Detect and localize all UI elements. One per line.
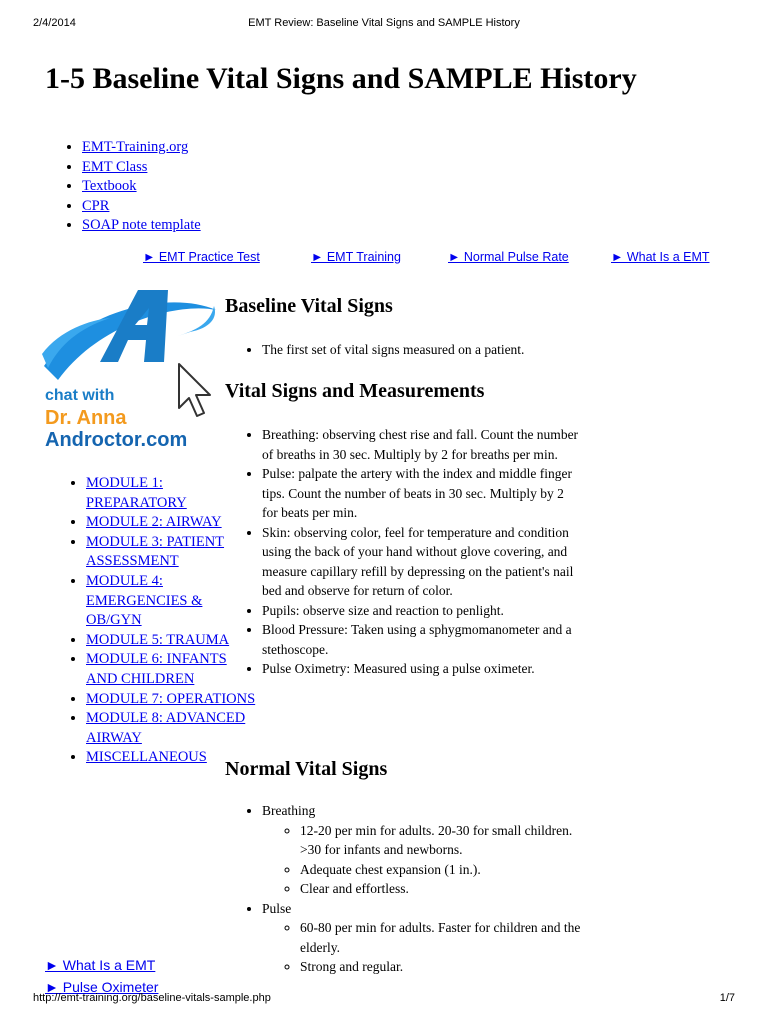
pulse-label: Pulse: [262, 900, 292, 916]
ad-link-bar: [0, 250, 768, 268]
list-item: • Pulse Oximetry: Measured using a pulse oximeter.: [262, 659, 582, 679]
chat-with-label: chat with: [45, 387, 115, 404]
pulse-sublist: [262, 918, 582, 977]
list-item: [82, 158, 201, 178]
module-8-link[interactable]: MODULE 8: ADVANCED AIRWAY: [86, 710, 246, 746]
normal-vitals-list: [225, 801, 582, 977]
list-item: ◦ Strong and regular.: [300, 957, 582, 977]
list-item: • Skin: observing color, feel for temperature and condition using the back of your hand without glove covering, and measure capillary refill by depressing on the patient's nail bed and observe for return of color.: [262, 523, 582, 601]
list-item: [82, 197, 201, 217]
dr-anna-label: Dr. Anna: [45, 407, 127, 429]
module-1-link[interactable]: MODULE 1: PREPARATORY: [86, 475, 187, 511]
sidebar-link-what-is-a-emt[interactable]: ► What Is a EMT: [45, 957, 156, 973]
print-url: http://emt-training.org/baseline-vitals-sample.php: [33, 992, 271, 1004]
top-nav-list: [45, 138, 201, 236]
list-item: • Blood Pressure: Taken using a sphygmomanometer and a stethoscope.: [262, 620, 582, 659]
list-item: • Breathing: observing chest rise and fall. Count the number of breaths in 30 sec. Multiply by 2 for breaths per min.: [262, 425, 582, 464]
breathing-sublist: [262, 821, 582, 899]
ad-link-emt-practice-test[interactable]: ► EMT Practice Test: [143, 250, 260, 264]
baseline-heading: Baseline Vital Signs: [225, 295, 393, 317]
list-item: [262, 801, 582, 899]
list-item: [82, 138, 201, 158]
print-date: 2/4/2014: [33, 17, 76, 29]
ad-link-normal-pulse-rate[interactable]: ► Normal Pulse Rate: [448, 250, 569, 264]
page-number: 1/7: [719, 992, 735, 1004]
list-item: • Pulse: palpate the artery with the index and middle finger tips. Count the number of beats in 30 sec. Multiply by 2 for beats per min.: [262, 464, 582, 523]
link-emt-training-org[interactable]: EMT-Training.org: [82, 139, 189, 155]
link-cpr[interactable]: CPR: [82, 197, 110, 214]
module-7-link[interactable]: MODULE 7: OPERATIONS: [86, 690, 256, 707]
list-item: ◦ Adequate chest expansion (1 in.).: [300, 860, 582, 880]
list-item: [262, 899, 582, 977]
chat-ad-banner[interactable]: [40, 270, 220, 455]
module-2-link[interactable]: MODULE 2: AIRWAY: [86, 514, 222, 531]
module-5-link[interactable]: MODULE 5: TRAUMA: [86, 631, 230, 648]
normal-vitals-heading: Normal Vital Signs: [225, 758, 388, 780]
sidebar-link-pulse-oximeter[interactable]: ► Pulse Oximeter: [45, 979, 159, 995]
page-title: 1-5 Baseline Vital Signs and SAMPLE History: [45, 62, 637, 95]
list-item: • Pupils: observe size and reaction to penlight.: [262, 601, 582, 621]
ad-link-emt-training[interactable]: ► EMT Training: [311, 250, 401, 264]
breathing-label: Breathing: [262, 803, 316, 818]
list-item: ◦ Clear and effortless.: [300, 879, 582, 899]
print-header: [33, 17, 735, 31]
chat-promo-text: [45, 385, 187, 451]
list-item: [82, 216, 201, 236]
list-item: [86, 690, 256, 710]
measurements-heading: Vital Signs and Measurements: [225, 380, 485, 402]
baseline-list: [225, 340, 582, 360]
module-3-link[interactable]: MODULE 3: PATIENT ASSESSMENT: [86, 533, 225, 570]
link-textbook[interactable]: Textbook: [82, 178, 137, 195]
list-item: ◦ 12-20 per min for adults. 20-30 for small children. >30 for infants and newborns.: [300, 821, 582, 860]
print-page-title: EMT Review: Baseline Vital Signs and SAMPLE History: [248, 17, 520, 29]
list-item: [82, 177, 201, 197]
module-4-link[interactable]: MODULE 4: EMERGENCIES & OB/GYN: [86, 572, 203, 629]
print-footer: [33, 992, 735, 1006]
ad-link-what-is-a-emt[interactable]: ► What Is a EMT: [611, 250, 710, 264]
list-item: • The first set of vital signs measured on a patient.: [262, 340, 582, 360]
list-item: ◦ 60-80 per min for adults. Faster for children and the elderly.: [300, 918, 582, 957]
miscellaneous-link[interactable]: MISCELLANEOUS: [86, 749, 207, 766]
list-item: [86, 709, 256, 748]
measurements-list: [225, 425, 582, 679]
module-6-link[interactable]: MODULE 6: INFANTS AND CHILDREN: [86, 651, 227, 687]
link-soap-note-template[interactable]: SOAP note template: [82, 217, 201, 234]
link-emt-class[interactable]: EMT Class: [82, 158, 148, 175]
androctor-label: Androctor.com: [45, 429, 188, 451]
